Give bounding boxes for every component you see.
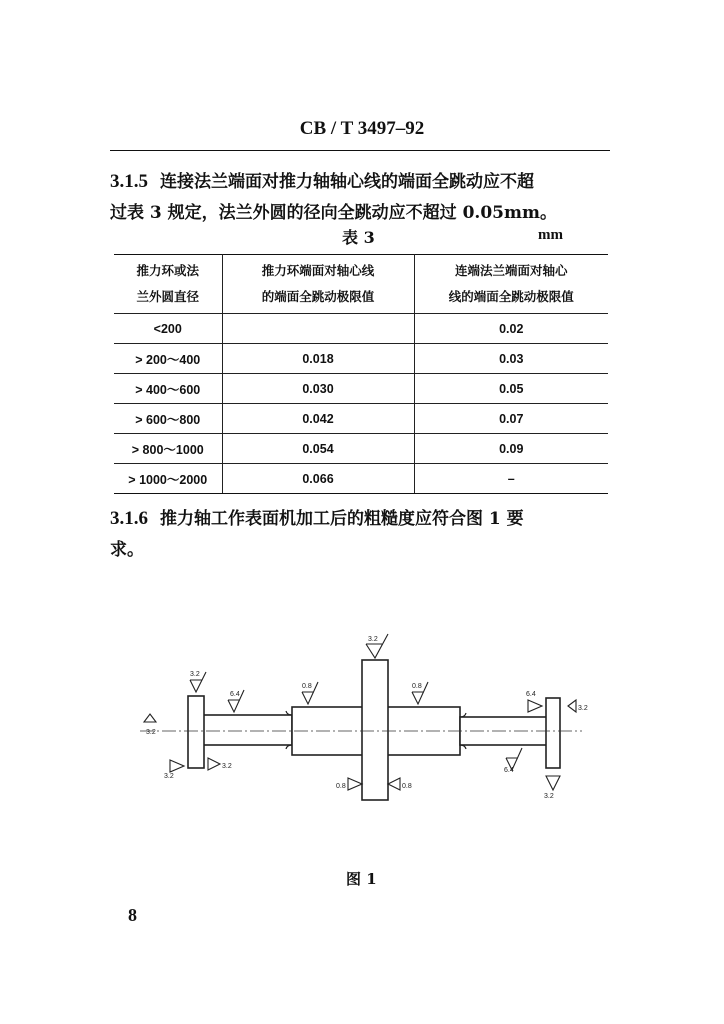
roughness-symbol-right-flange [528, 700, 542, 712]
table-row [114, 314, 608, 344]
roughness-label: 6.4 [526, 691, 536, 698]
cell-diameter: <200 [114, 314, 222, 344]
table-unit: mm [538, 227, 563, 243]
runout-limit-table [114, 254, 608, 494]
cell-diameter: > 600～800 [114, 404, 222, 434]
roughness-symbol-left-bottom-b [208, 758, 220, 770]
roughness-label: 0.8 [402, 783, 412, 790]
table-row [114, 374, 608, 404]
roughness-symbol-collar-left [348, 778, 362, 790]
cell-thrust-ring [222, 314, 414, 344]
cell-thrust-ring: 0.018 [222, 344, 414, 374]
cell-diameter: > 800～1000 [114, 434, 222, 464]
roughness-label: 3.2 [368, 636, 378, 643]
left-shaft-body [202, 715, 292, 745]
cell-flange: – [414, 464, 608, 494]
cell-diameter: > 400～600 [114, 374, 222, 404]
table-row [114, 344, 608, 374]
roughness-label: 6.4 [230, 691, 240, 698]
left-flange [188, 696, 204, 768]
roughness-label: 0.8 [336, 783, 346, 790]
roughness-label: 3.2 [544, 793, 554, 800]
section-number: 3.1.5 [110, 171, 148, 192]
table-row [114, 404, 608, 434]
roughness-label: 3.2 [190, 671, 200, 678]
roughness-label: 3.2 [164, 773, 174, 780]
cell-flange: 0.09 [414, 434, 608, 464]
header-thrust-ring-runout: 推力环端面对轴心线 的端面全跳动极限值 [222, 255, 414, 314]
cell-thrust-ring: 0.030 [222, 374, 414, 404]
cell-thrust-ring: 0.066 [222, 464, 414, 494]
cell-flange: 0.07 [414, 404, 608, 434]
cell-diameter: > 1000～2000 [114, 464, 222, 494]
roughness-symbol-right-bottom [546, 776, 560, 790]
section-3-1-5 [110, 166, 615, 229]
roughness-label: 3.2 [146, 729, 156, 736]
roughness-label: 0.8 [412, 683, 422, 690]
right-flange [546, 698, 560, 768]
document-code-header: CB / T 3497–92 [299, 118, 425, 139]
header-diameter: 推力环或法 兰外圆直径 [114, 255, 222, 314]
section-number: 3.1.6 [110, 508, 148, 529]
roughness-label: 6.4 [504, 767, 514, 774]
header-rule [110, 150, 610, 151]
thrust-shaft-drawing [130, 630, 590, 810]
section-text-line1: 连接法兰端面对推力轴轴心线的端面全跳动应不超 [160, 172, 534, 192]
cell-flange: 0.03 [414, 344, 608, 374]
roughness-label: 0.8 [302, 683, 312, 690]
thrust-collar [362, 660, 388, 800]
table-row [114, 464, 608, 494]
table-caption: 表 3 [342, 228, 375, 247]
roughness-label: 3.2 [578, 705, 588, 712]
figure-caption: 图 1 [346, 870, 377, 888]
cell-thrust-ring: 0.054 [222, 434, 414, 464]
roughness-symbol-left-datum [144, 714, 156, 722]
cell-diameter: > 200～400 [114, 344, 222, 374]
roughness-symbol-left-bottom-a [170, 760, 184, 772]
section-text-line1: 推力轴工作表面机加工后的粗糙度应符合图 1 要 [160, 509, 524, 529]
table-row [114, 434, 608, 464]
roughness-label: 3.2 [222, 763, 232, 770]
roughness-symbol-right-face [568, 700, 576, 712]
section-text-line2: 过表 3 规定，法兰外圆的径向全跳动应不超过 0.05mm。 [110, 203, 557, 223]
cell-flange: 0.05 [414, 374, 608, 404]
cell-flange: 0.02 [414, 314, 608, 344]
page-number: 8 [128, 905, 137, 925]
section-3-1-6 [110, 503, 615, 566]
section-text-line2: 求。 [110, 540, 144, 560]
header-flange-runout: 连端法兰端面对轴心 线的端面全跳动极限值 [414, 255, 608, 314]
cell-thrust-ring: 0.042 [222, 404, 414, 434]
table-header-row [114, 255, 608, 314]
roughness-symbol-collar-right [388, 778, 400, 790]
